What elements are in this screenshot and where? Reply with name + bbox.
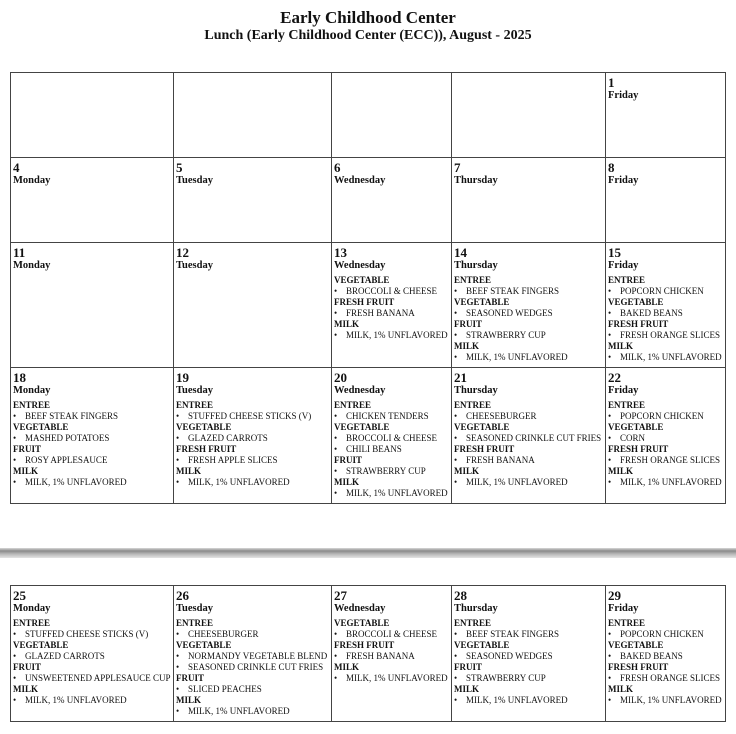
day-number: 4 xyxy=(13,160,20,175)
menu-category: MILK xyxy=(334,662,360,672)
menu-item xyxy=(176,411,329,422)
menu-category: MILK xyxy=(608,684,634,694)
menu-category: ENTREE xyxy=(608,400,646,410)
menu-item-label: SEASONED WEDGES xyxy=(466,651,553,661)
menu-category: FRESH FRUIT xyxy=(608,319,669,329)
weekday-label: Friday xyxy=(608,90,639,101)
menu-category: ENTREE xyxy=(176,400,214,410)
menu-category: MILK xyxy=(13,684,39,694)
weekday-label: Thursday xyxy=(454,385,498,396)
empty-day-cell xyxy=(332,73,452,158)
bullet-icon: • xyxy=(608,477,612,487)
bullet-icon: • xyxy=(13,673,17,683)
day-cell xyxy=(332,158,452,243)
bullet-icon: • xyxy=(608,455,612,465)
menu-item-label: SEASONED WEDGES xyxy=(466,308,553,318)
bullet-icon: • xyxy=(334,444,338,454)
page-title: Early Childhood Center xyxy=(280,8,456,27)
bullet-icon: • xyxy=(334,286,338,296)
menu-item xyxy=(334,488,449,499)
weekday-label: Friday xyxy=(608,385,639,396)
menu-item xyxy=(454,629,603,640)
page-separator xyxy=(0,548,736,558)
menu-category: FRUIT xyxy=(454,319,483,329)
bullet-icon: • xyxy=(334,651,338,661)
menu-item xyxy=(608,411,723,422)
menu-item xyxy=(454,433,603,444)
day-cell xyxy=(606,243,726,368)
bullet-icon: • xyxy=(176,455,180,465)
menu-item-label: UNSWEETENED APPLESAUCE CUP xyxy=(25,673,171,683)
menu-category: MILK xyxy=(454,466,480,476)
menu-item-label: CORN xyxy=(620,433,646,443)
menu-category: FRESH FRUIT xyxy=(176,444,237,454)
menu-category: MILK xyxy=(13,466,39,476)
menu-category: FRESH FRUIT xyxy=(334,297,395,307)
day-number: 1 xyxy=(608,75,615,90)
menu-category: FRESH FRUIT xyxy=(608,444,669,454)
bullet-icon: • xyxy=(13,455,17,465)
day-cell xyxy=(452,368,606,504)
menu-item-label: GLAZED CARROTS xyxy=(25,651,105,661)
menu-item-label: SEASONED CRINKLE CUT FRIES xyxy=(466,433,602,443)
menu-item-label: MILK, 1% UNFLAVORED xyxy=(620,352,722,362)
day-cell xyxy=(606,586,726,722)
day-cell xyxy=(606,368,726,504)
menu-item-label: MASHED POTATOES xyxy=(25,433,110,443)
menu-category: FRUIT xyxy=(13,662,42,672)
bullet-icon: • xyxy=(454,695,458,705)
weekday-label: Tuesday xyxy=(176,260,213,271)
day-cell xyxy=(174,586,332,722)
menu-item-label: FRESH BANANA xyxy=(346,651,415,661)
menu-item-label: POPCORN CHICKEN xyxy=(620,286,704,296)
bullet-icon: • xyxy=(454,673,458,683)
day-cell xyxy=(332,243,452,368)
day-cell xyxy=(11,243,174,368)
menu-item xyxy=(13,695,171,706)
menu-item xyxy=(334,433,449,444)
bullet-icon: • xyxy=(176,662,180,672)
bullet-icon: • xyxy=(176,684,180,694)
bullet-icon: • xyxy=(608,411,612,421)
day-cell xyxy=(452,243,606,368)
day-cell xyxy=(606,158,726,243)
menu-item xyxy=(334,673,449,684)
menu-category: VEGETABLE xyxy=(608,422,664,432)
menu-category: ENTREE xyxy=(454,618,492,628)
menu-category: VEGETABLE xyxy=(608,640,664,650)
menu-item xyxy=(13,629,171,640)
menu-item xyxy=(334,308,449,319)
menu-item-label: POPCORN CHICKEN xyxy=(620,629,704,639)
weekday-label: Thursday xyxy=(454,175,498,186)
weekday-label: Friday xyxy=(608,603,639,614)
menu-item xyxy=(176,684,329,695)
menu-item-label: BEEF STEAK FINGERS xyxy=(466,286,560,296)
calendar-page-1 xyxy=(10,72,726,504)
menu-item-label: GLAZED CARROTS xyxy=(188,433,268,443)
weekday-label: Monday xyxy=(13,260,51,271)
menu-category: VEGETABLE xyxy=(176,422,232,432)
menu-item xyxy=(176,662,329,673)
weekday-label: Friday xyxy=(608,175,639,186)
weekday-label: Wednesday xyxy=(334,175,386,186)
menu-category: MILK xyxy=(454,341,480,351)
menu-item-label: STUFFED CHEESE STICKS (V) xyxy=(25,629,149,639)
menu-item xyxy=(608,651,723,662)
menu-category: MILK xyxy=(334,319,360,329)
menu-item xyxy=(334,411,449,422)
menu-category: ENTREE xyxy=(454,275,492,285)
menu-item-label: FRESH BANANA xyxy=(346,308,415,318)
menu-category: MILK xyxy=(608,341,634,351)
menu-item xyxy=(454,330,603,341)
menu-item xyxy=(13,433,171,444)
menu-item xyxy=(608,433,723,444)
day-cell xyxy=(174,368,332,504)
menu-item xyxy=(334,466,449,477)
bullet-icon: • xyxy=(334,411,338,421)
empty-day-cell xyxy=(452,73,606,158)
menu-item xyxy=(608,455,723,466)
bullet-icon: • xyxy=(454,308,458,318)
day-number: 21 xyxy=(454,370,467,385)
menu-category: MILK xyxy=(176,695,202,705)
bullet-icon: • xyxy=(334,433,338,443)
day-number: 22 xyxy=(608,370,621,385)
menu-item-label: MILK, 1% UNFLAVORED xyxy=(188,477,290,487)
menu-item-label: FRESH APPLE SLICES xyxy=(188,455,278,465)
menu-category: VEGETABLE xyxy=(13,422,69,432)
menu-category: ENTREE xyxy=(608,275,646,285)
bullet-icon: • xyxy=(454,651,458,661)
menu-item xyxy=(176,455,329,466)
menu-item xyxy=(608,286,723,297)
menu-category: ENTREE xyxy=(334,400,372,410)
menu-category: ENTREE xyxy=(13,618,51,628)
menu-category: MILK xyxy=(454,684,480,694)
menu-item xyxy=(176,706,329,717)
day-cell xyxy=(452,158,606,243)
menu-item-label: STRAWBERRY CUP xyxy=(466,330,546,340)
menu-item xyxy=(176,477,329,488)
bullet-icon: • xyxy=(176,433,180,443)
bullet-icon: • xyxy=(454,286,458,296)
menu-category: FRESH FRUIT xyxy=(334,640,395,650)
menu-item xyxy=(454,651,603,662)
bullet-icon: • xyxy=(608,629,612,639)
menu-item-label: MILK, 1% UNFLAVORED xyxy=(346,673,448,683)
day-number: 13 xyxy=(334,245,347,260)
bullet-icon: • xyxy=(334,308,338,318)
bullet-icon: • xyxy=(608,286,612,296)
menu-item-label: CHEESEBURGER xyxy=(188,629,259,639)
day-cell xyxy=(174,158,332,243)
menu-item xyxy=(334,629,449,640)
menu-item xyxy=(13,651,171,662)
bullet-icon: • xyxy=(334,629,338,639)
menu-item xyxy=(13,673,171,684)
menu-category: MILK xyxy=(176,466,202,476)
day-number: 7 xyxy=(454,160,461,175)
weekday-label: Thursday xyxy=(454,603,498,614)
day-number: 12 xyxy=(176,245,189,260)
menu-item-label: BROCCOLI & CHEESE xyxy=(346,433,438,443)
bullet-icon: • xyxy=(13,651,17,661)
menu-item-label: MILK, 1% UNFLAVORED xyxy=(620,477,722,487)
day-cell xyxy=(606,73,726,158)
menu-category: VEGETABLE xyxy=(334,618,390,628)
menu-item xyxy=(608,330,723,341)
menu-item-label: CHILI BEANS xyxy=(346,444,402,454)
menu-item xyxy=(608,695,723,706)
weekday-label: Friday xyxy=(608,260,639,271)
day-number: 25 xyxy=(13,588,26,603)
menu-item xyxy=(454,286,603,297)
menu-item-label: SEASONED CRINKLE CUT FRIES xyxy=(188,662,324,672)
bullet-icon: • xyxy=(176,411,180,421)
menu-item xyxy=(13,411,171,422)
day-number: 8 xyxy=(608,160,615,175)
menu-category: FRESH FRUIT xyxy=(454,444,515,454)
bullet-icon: • xyxy=(13,433,17,443)
menu-item xyxy=(176,651,329,662)
bullet-icon: • xyxy=(176,706,180,716)
day-cell xyxy=(332,368,452,504)
menu-item-label: POPCORN CHICKEN xyxy=(620,411,704,421)
menu-category: VEGETABLE xyxy=(13,640,69,650)
menu-item-label: FRESH ORANGE SLICES xyxy=(620,455,721,465)
day-number: 26 xyxy=(176,588,189,603)
menu-item-label: STRAWBERRY CUP xyxy=(466,673,546,683)
bullet-icon: • xyxy=(13,477,17,487)
menu-category: FRUIT xyxy=(176,673,205,683)
bullet-icon: • xyxy=(454,433,458,443)
day-number: 20 xyxy=(334,370,347,385)
bullet-icon: • xyxy=(13,695,17,705)
day-number: 18 xyxy=(13,370,26,385)
menu-item-label: MILK, 1% UNFLAVORED xyxy=(346,488,448,498)
menu-category: FRUIT xyxy=(13,444,42,454)
menu-item-label: MILK, 1% UNFLAVORED xyxy=(466,477,568,487)
menu-item-label: STRAWBERRY CUP xyxy=(346,466,426,476)
menu-item-label: CHICKEN TENDERS xyxy=(346,411,429,421)
bullet-icon: • xyxy=(454,477,458,487)
menu-category: VEGETABLE xyxy=(454,297,510,307)
menu-category: VEGETABLE xyxy=(176,640,232,650)
weekday-label: Wednesday xyxy=(334,385,386,396)
bullet-icon: • xyxy=(13,411,17,421)
menu-item xyxy=(13,455,171,466)
menu-item xyxy=(334,286,449,297)
day-number: 5 xyxy=(176,160,183,175)
menu-category: ENTREE xyxy=(13,400,51,410)
menu-item-label: MILK, 1% UNFLAVORED xyxy=(25,695,127,705)
menu-item xyxy=(608,629,723,640)
day-number: 11 xyxy=(13,245,26,260)
menu-category: VEGETABLE xyxy=(454,640,510,650)
bullet-icon: • xyxy=(454,330,458,340)
day-number: 15 xyxy=(608,245,621,260)
bullet-icon: • xyxy=(454,455,458,465)
menu-item xyxy=(608,352,723,363)
bullet-icon: • xyxy=(334,466,338,476)
weekday-label: Wednesday xyxy=(334,603,386,614)
day-cell xyxy=(11,586,174,722)
day-cell xyxy=(11,368,174,504)
weekday-label: Wednesday xyxy=(334,260,386,271)
bullet-icon: • xyxy=(608,651,612,661)
menu-item-label: FRESH ORANGE SLICES xyxy=(620,330,721,340)
menu-item-label: BROCCOLI & CHEESE xyxy=(346,629,438,639)
bullet-icon: • xyxy=(454,352,458,362)
weekday-label: Monday xyxy=(13,385,51,396)
menu-category: ENTREE xyxy=(608,618,646,628)
day-number: 19 xyxy=(176,370,189,385)
day-number: 27 xyxy=(334,588,347,603)
bullet-icon: • xyxy=(608,673,612,683)
menu-item-label: STUFFED CHEESE STICKS (V) xyxy=(188,411,312,421)
menu-category: ENTREE xyxy=(176,618,214,628)
weekday-label: Thursday xyxy=(454,260,498,271)
menu-item-label: BEEF STEAK FINGERS xyxy=(25,411,119,421)
menu-item-label: CHEESEBURGER xyxy=(466,411,537,421)
menu-category: FRUIT xyxy=(334,455,363,465)
menu-item-label: MILK, 1% UNFLAVORED xyxy=(620,695,722,705)
menu-item xyxy=(454,477,603,488)
bullet-icon: • xyxy=(13,629,17,639)
menu-item xyxy=(454,411,603,422)
menu-item xyxy=(176,629,329,640)
menu-item xyxy=(334,651,449,662)
menu-category: MILK xyxy=(334,477,360,487)
menu-item-label: MILK, 1% UNFLAVORED xyxy=(466,352,568,362)
menu-item xyxy=(454,673,603,684)
menu-category: VEGETABLE xyxy=(334,275,390,285)
weekday-label: Monday xyxy=(13,175,51,186)
bullet-icon: • xyxy=(608,352,612,362)
menu-item-label: SLICED PEACHES xyxy=(188,684,262,694)
menu-item-label: ROSY APPLESAUCE xyxy=(25,455,108,465)
menu-category: VEGETABLE xyxy=(608,297,664,307)
menu-item-label: BROCCOLI & CHEESE xyxy=(346,286,438,296)
bullet-icon: • xyxy=(454,411,458,421)
day-number: 29 xyxy=(608,588,621,603)
bullet-icon: • xyxy=(608,308,612,318)
menu-category: FRUIT xyxy=(454,662,483,672)
menu-category: FRESH FRUIT xyxy=(608,662,669,672)
empty-day-cell xyxy=(11,73,174,158)
bullet-icon: • xyxy=(334,488,338,498)
menu-item-label: MILK, 1% UNFLAVORED xyxy=(466,695,568,705)
day-number: 14 xyxy=(454,245,467,260)
weekday-label: Tuesday xyxy=(176,175,213,186)
menu-item-label: BAKED BEANS xyxy=(620,651,683,661)
weekday-label: Monday xyxy=(13,603,51,614)
menu-item-label: MILK, 1% UNFLAVORED xyxy=(25,477,127,487)
menu-item xyxy=(608,673,723,684)
menu-item xyxy=(454,352,603,363)
bullet-icon: • xyxy=(176,477,180,487)
bullet-icon: • xyxy=(608,695,612,705)
menu-category: MILK xyxy=(608,466,634,476)
bullet-icon: • xyxy=(608,433,612,443)
menu-item xyxy=(13,477,171,488)
menu-item xyxy=(608,308,723,319)
empty-day-cell xyxy=(174,73,332,158)
menu-item-label: FRESH ORANGE SLICES xyxy=(620,673,721,683)
menu-item xyxy=(176,433,329,444)
menu-item xyxy=(608,477,723,488)
menu-item-label: FRESH BANANA xyxy=(466,455,535,465)
menu-item xyxy=(454,695,603,706)
bullet-icon: • xyxy=(176,651,180,661)
weekday-label: Tuesday xyxy=(176,603,213,614)
bullet-icon: • xyxy=(608,330,612,340)
menu-item-label: MILK, 1% UNFLAVORED xyxy=(188,706,290,716)
menu-item-label: MILK, 1% UNFLAVORED xyxy=(346,330,448,340)
menu-item-label: BEEF STEAK FINGERS xyxy=(466,629,560,639)
menu-item xyxy=(454,455,603,466)
day-number: 6 xyxy=(334,160,341,175)
bullet-icon: • xyxy=(454,629,458,639)
menu-item xyxy=(334,444,449,455)
bullet-icon: • xyxy=(176,629,180,639)
bullet-icon: • xyxy=(334,673,338,683)
day-number: 28 xyxy=(454,588,467,603)
menu-item-label: NORMANDY VEGETABLE BLEND xyxy=(188,651,328,661)
menu-item xyxy=(454,308,603,319)
bullet-icon: • xyxy=(334,330,338,340)
calendar-page-2 xyxy=(10,585,726,722)
day-cell xyxy=(11,158,174,243)
menu-item-label: BAKED BEANS xyxy=(620,308,683,318)
menu-category: VEGETABLE xyxy=(334,422,390,432)
day-cell xyxy=(452,586,606,722)
page-subtitle: Lunch (Early Childhood Center (ECC)), August - 2025 xyxy=(204,28,532,43)
menu-item xyxy=(334,330,449,341)
day-cell xyxy=(174,243,332,368)
menu-category: ENTREE xyxy=(454,400,492,410)
menu-category: VEGETABLE xyxy=(454,422,510,432)
day-cell xyxy=(332,586,452,722)
weekday-label: Tuesday xyxy=(176,385,213,396)
